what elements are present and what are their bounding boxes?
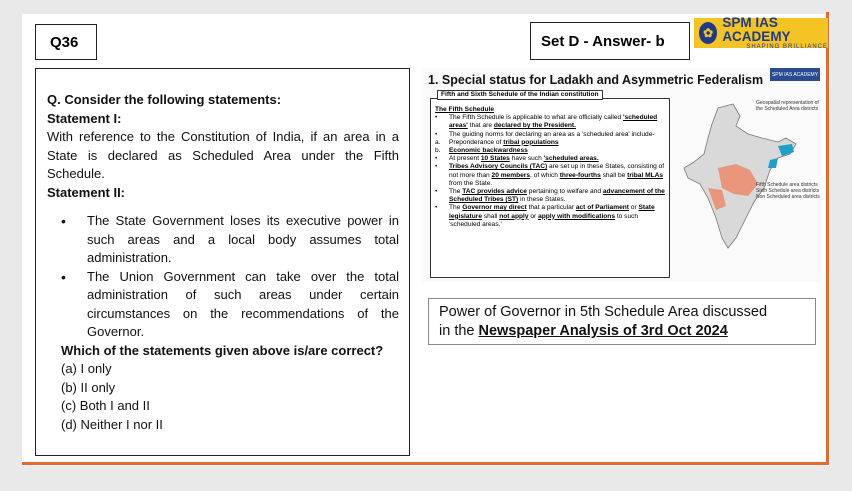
excerpt-stamp: SPM IAS ACADEMY bbox=[770, 68, 820, 81]
academy-logo bbox=[694, 14, 828, 50]
note-line2 bbox=[439, 322, 805, 341]
excerpt-title: 1. Special status for Ladakh and Asymmetric Federalism bbox=[428, 73, 764, 87]
logo-name: SPM IAS ACADEMY bbox=[722, 14, 791, 44]
statement2-list bbox=[47, 212, 399, 342]
note-line1: Power of Governor in 5th Schedule Area discussed bbox=[439, 304, 768, 320]
question-number bbox=[35, 24, 97, 60]
statement1-text: With reference to the Constitution of India, if an area in a State is declared as Scheduled Area under the Fifth Schedule. bbox=[47, 129, 399, 181]
answer-label-text: Set D - Answer- b bbox=[541, 32, 665, 50]
answer-label bbox=[530, 22, 690, 60]
legend-fifth: Fifth Schedule area districts bbox=[756, 182, 818, 188]
note-prefix: in the bbox=[439, 323, 479, 339]
accent-border-right bbox=[826, 12, 829, 464]
option-c: (c) Both I and II bbox=[61, 398, 150, 413]
accent-border-bottom bbox=[22, 462, 829, 465]
logo-tagline: SHAPING BRILLIANCE bbox=[746, 43, 828, 50]
option-a: (a) I only bbox=[61, 361, 112, 376]
reference-excerpt-image bbox=[422, 68, 822, 282]
option-b: (b) II only bbox=[61, 379, 116, 395]
map-legend-title: Geospatial representation of the Scheduled Area districts bbox=[756, 100, 819, 112]
statement2-label: Statement II: bbox=[47, 184, 126, 200]
excerpt-box: Fifth and Sixth Schedule of the Indian constitution The Fifth Schedule • The Fifth Schedule is applicable to what are officially called 'scheduled areas' that are declared by the President. • The guiding norms for declaring an area as a 'scheduled area' include- a. Preponderance of tribal populations b. Economic backwardness • At present 10 States have such 'scheduled areas. • Tribes Advisory Councils (TAC) are set up in these States, consisting of not more than 20 members, of which three-fourths shall be tribal MLAs from the State. • The TAC provides advice pertaining to welfare and advancement of the Scheduled Tribes (ST) in these States. • The Governor may direct that a particular act of Parliament or State legislature shall not apply or apply with modifications to such 'scheduled areas.' bbox=[430, 98, 670, 278]
legend-sixth: Sixth Schedule area districts bbox=[756, 188, 820, 194]
india-map-image bbox=[678, 98, 820, 268]
note-reference: Newspaper Analysis of 3rd Oct 2024 bbox=[478, 323, 728, 339]
question-panel bbox=[35, 68, 410, 456]
excerpt-section: The Fifth Schedule bbox=[435, 106, 494, 113]
statement1-label: Statement I: bbox=[47, 110, 122, 126]
question-prompt: Which of the statements given above is/are correct? bbox=[61, 342, 384, 358]
statement2-bullet: • The State Government loses its executive power in such areas and a local body assumes total administration. bbox=[87, 212, 399, 268]
note-box bbox=[428, 298, 816, 345]
question-heading: Q. Consider the following statements: bbox=[47, 92, 282, 107]
statement2-bullet: • The Union Government can take over the total administration of such areas under certain circumstances on the recommendations of the Governor. bbox=[87, 268, 399, 342]
legend-non: Non Scheduled area districts bbox=[756, 194, 820, 200]
option-d: (d) Neither I nor II bbox=[61, 416, 163, 432]
options-list bbox=[47, 360, 399, 434]
logo-emblem-icon: ✿ bbox=[699, 22, 717, 44]
question-number-text: Q36 bbox=[50, 33, 79, 51]
excerpt-subtitle: Fifth and Sixth Schedule of the Indian constitution bbox=[437, 90, 603, 100]
map-legend bbox=[756, 100, 820, 200]
